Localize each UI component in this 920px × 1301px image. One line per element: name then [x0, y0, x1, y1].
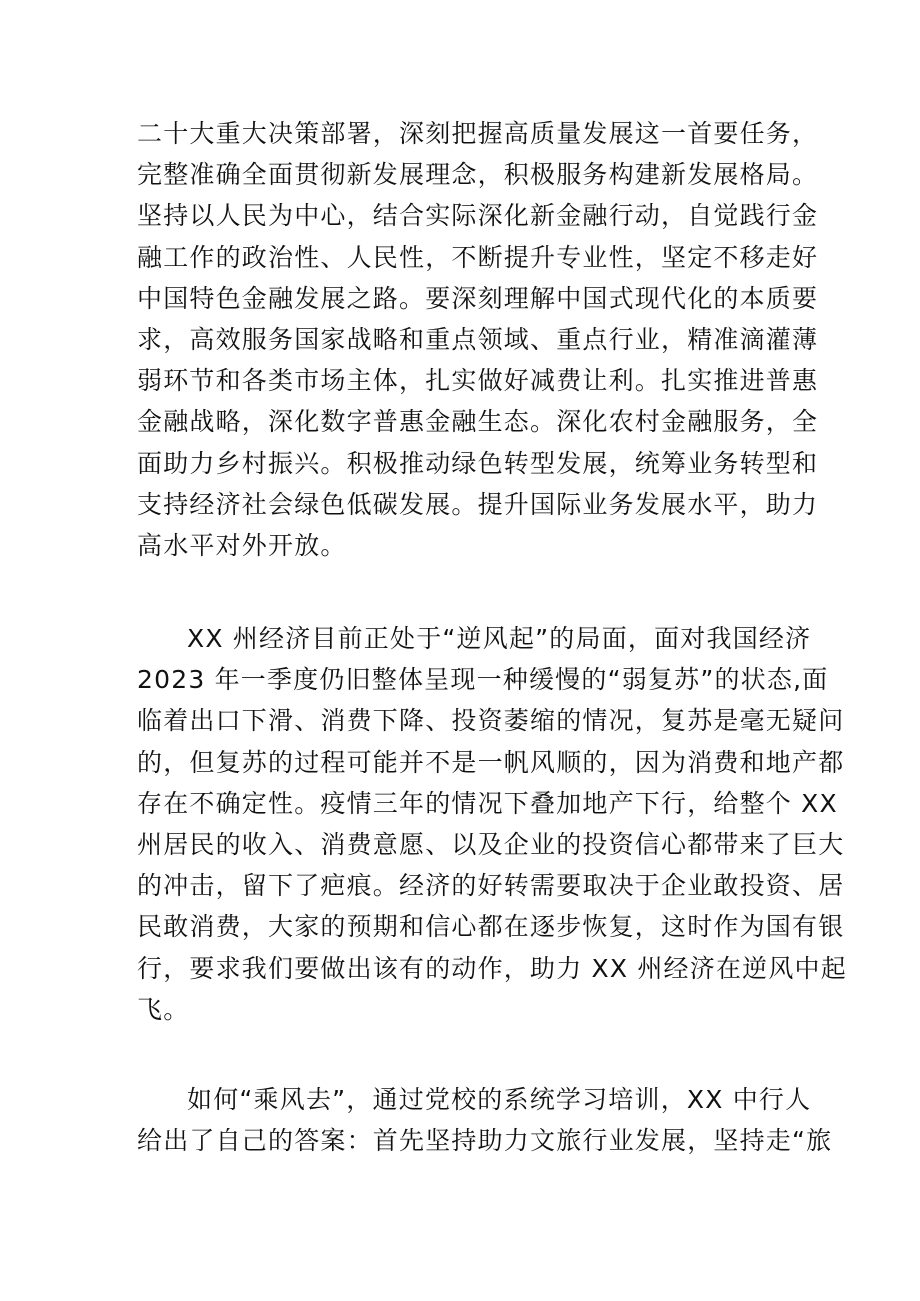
- paragraph-1: [137, 113, 819, 566]
- text-line: 求，高效服务国家战略和重点领域、重点行业，精准滴灌薄: [137, 324, 819, 354]
- text-line: 的冲击，留下了疤痕。经济的好转需要取决于企业敢投资、居: [137, 871, 845, 901]
- text-line: 存在不确定性。疫情三年的情况下叠加地产下行，给整个 XX: [137, 788, 838, 818]
- text-line: 完整准确全面贯彻新发展理念，积极服务构建新发展格局。: [137, 160, 819, 190]
- text-line: 行，要求我们要做出该有的动作，助力 XX 州经济在逆风中起: [137, 953, 847, 983]
- text-line: 融工作的政治性、人民性，不断提升专业性，坚定不移走好: [137, 242, 819, 272]
- text-line: 二十大重大决策部署，深刻把握高质量发展这一首要任务，: [137, 119, 819, 148]
- text-line: 支持经济社会绿色低碳发展。提升国际业务发展水平，助力: [137, 489, 819, 519]
- text-line: 民敢消费，大家的预期和信心都在逐步恢复，这时作为国有银: [137, 912, 845, 942]
- text-line-first: 如何“乘风去”，通过党校的系统学习培训，XX 中行人: [187, 1085, 812, 1114]
- text-line: 坚持以人民为中心，结合实际深化新金融行动，自觉践行金: [137, 201, 819, 231]
- text-line: 飞。: [137, 994, 190, 1024]
- text-line: 2023 年一季度仍旧整体呈现一种缓慢的“弱复苏”的状态,面: [137, 665, 829, 695]
- text-line: 临着出口下滑、消费下降、投资萎缩的情况，复苏是毫无疑问: [137, 706, 845, 736]
- text-line: 州居民的收入、消费意愿、以及企业的投资信心都带来了巨大: [137, 829, 845, 859]
- text-line: 给出了自己的答案：首先坚持助力文旅行业发展，坚持走“旅: [137, 1126, 833, 1156]
- paragraph-3: [137, 1079, 833, 1161]
- text-line: 的，但复苏的过程可能并不是一帆风顺的，因为消费和地产都: [137, 747, 845, 777]
- text-line: 金融战略，深化数字普惠金融生态。深化农村金融服务，全: [137, 407, 819, 437]
- text-line: 中国特色金融发展之路。要深刻理解中国式现代化的本质要: [137, 283, 819, 313]
- text-line: 高水平对外开放。: [137, 530, 347, 560]
- paragraph-2: [137, 618, 847, 1030]
- text-line: 面助力乡村振兴。积极推动绿色转型发展，统筹业务转型和: [137, 448, 819, 478]
- text-line: 弱环节和各类市场主体，扎实做好减费让利。扎实推进普惠: [137, 366, 819, 396]
- text-line-first: XX 州经济目前正处于“逆风起”的局面，面对我国经济: [187, 624, 812, 653]
